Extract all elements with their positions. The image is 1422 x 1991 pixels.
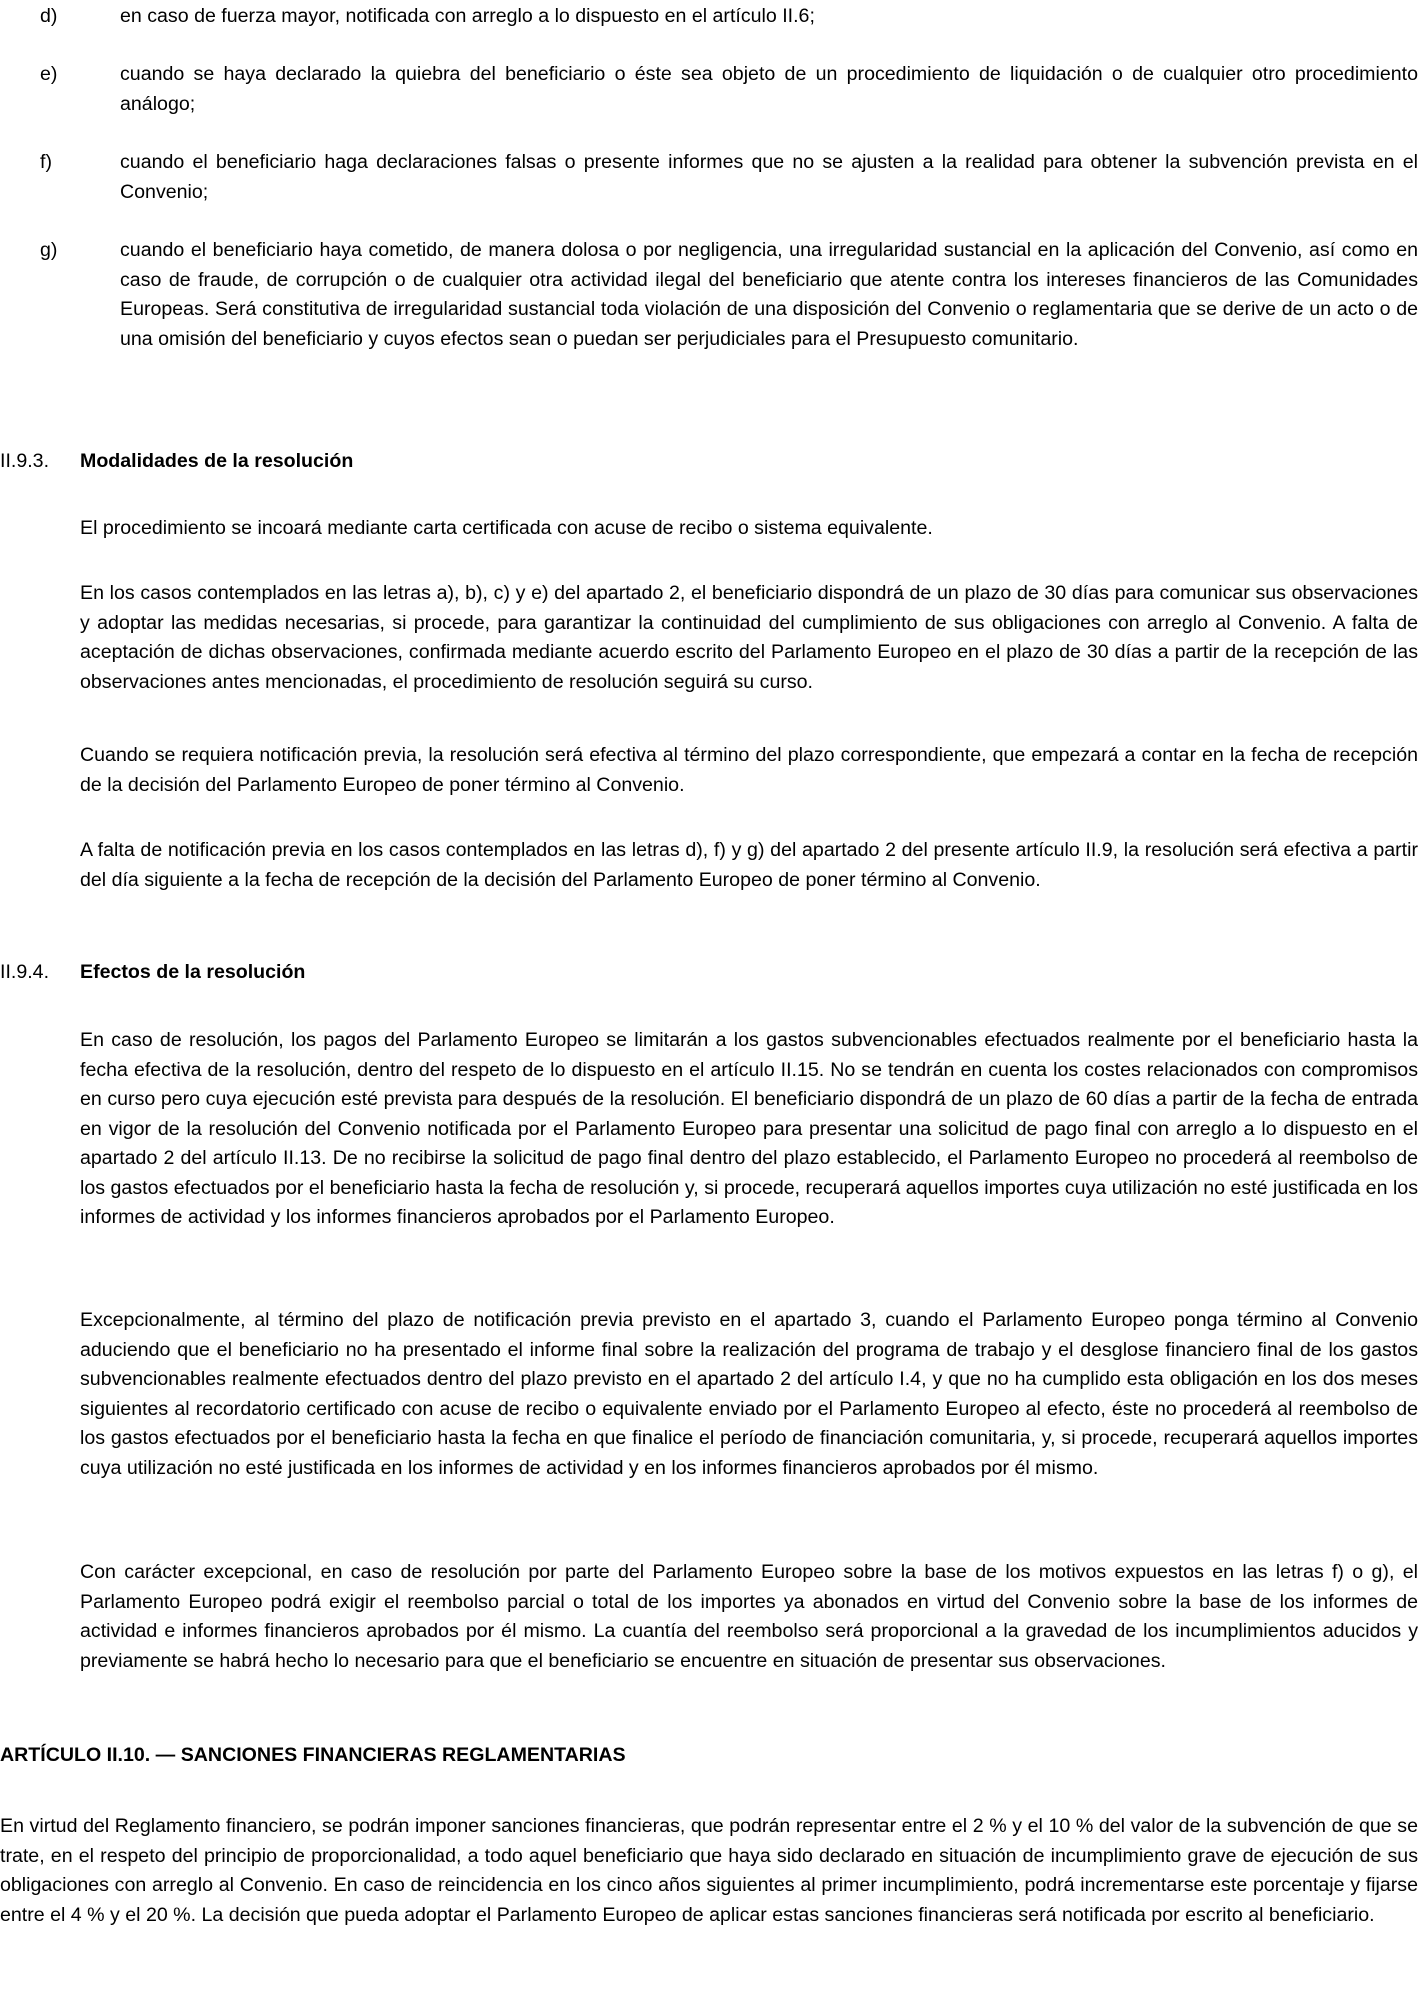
paragraph: En los casos contemplados en las letras a), b), c) y e) del apartado 2, el beneficiario dispondrá de un plazo de 30 días para comunicar sus observaciones y adoptar las medidas necesarias, si procede, para garantizar la continuidad del cumplimiento de sus obligaciones con arreglo al Convenio. A falta de aceptación de dichas observaciones, confirmada mediante acuerdo escrito del Parlamento Europeo en el plazo de 30 días a partir de la recepción de las observaciones antes mencionadas, el procedimiento de resolución seguirá su curso. [80,582,1418,693]
list-item-label: e) [40,63,58,85]
list-item-d [40,2,1418,32]
list-item-g [40,236,1418,354]
list-item-label: d) [40,5,58,27]
article-heading: ARTÍCULO II.10. — SANCIONES FINANCIERAS REGLAMENTARIAS [0,1744,626,1766]
paragraph: A falta de notificación previa en los casos contemplados en las letras d), f) y g) del apartado 2 del presente artículo II.9, la resolución será efectiva a partir del día siguiente a la fecha de recepción de la decisión del Parlamento Europeo de poner término al Convenio. [80,839,1418,891]
list-item-text: en caso de fuerza mayor, notificada con arreglo a lo dispuesto en el artículo II.6; [120,5,815,27]
paragraph: El procedimiento se incoará mediante carta certificada con acuse de recibo o sistema equivalente. [80,517,933,539]
section-heading-ii-9-4 [0,958,1418,988]
paragraph: En caso de resolución, los pagos del Parlamento Europeo se limitarán a los gastos subvencionables efectuados realmente por el beneficiario hasta la fecha efectiva de la resolución, dentro del respeto de lo dispuesto en el artículo II.15. No se tendrán en cuenta los costes relacionados con compromisos en curso pero cuya ejecución esté prevista para después de la resolución. El beneficiario dispondrá de un plazo de 60 días a partir de la fecha de entrada en vigor de la resolución del Convenio notificada por el Parlamento Europeo para presentar una solicitud de pago final con arreglo a lo dispuesto en el apartado 2 del artículo II.13. De no recibirse la solicitud de pago final dentro del plazo establecido, el Parlamento Europeo no procederá al reembolso de los gastos efectuados por el beneficiario hasta la fecha de resolución y, si procede, recuperará aquellos importes cuya utilización no esté justificada en los informes de actividad y los informes financieros aprobados por el Parlamento Europeo. [80,1029,1418,1228]
section-heading-ii-9-3 [0,447,1418,477]
list-item-e [40,60,1418,119]
paragraph: Cuando se requiera notificación previa, la resolución será efectiva al término del plazo correspondiente, que empezará a contar en la fecha de recepción de la decisión del Parlamento Europeo de poner término al Convenio. [80,744,1418,796]
paragraph: Excepcionalmente, al término del plazo de notificación previa previsto en el apartado 3, cuando el Parlamento Europeo ponga término al Convenio aduciendo que el beneficiario no ha presentado el informe final sobre la realización del programa de trabajo y el desglose financiero final de los gastos subvencionables realmente efectuados dentro del plazo previsto en el apartado 2 del artículo I.4, y que no ha cumplido esta obligación en los dos meses siguientes al recordatorio certificado con acuse de recibo o equivalente enviado por el Parlamento Europeo al efecto, éste no procederá al reembolso de los gastos efectuados por el beneficiario hasta la fecha en que finalice el período de financiación comunitaria, y, si procede, recuperará aquellos importes cuya utilización no esté justificada en los informes de actividad y en los informes financieros aprobados por él mismo. [80,1309,1418,1479]
paragraph: En virtud del Reglamento financiero, se podrán imponer sanciones financieras, que podrán representar entre el 2 % y el 10 % del valor de la subvención de que se trate, en el respeto del principio de proporcionalidad, a todo aquel beneficiario que haya sido declarado en situación de incumplimiento grave de ejecución de sus obligaciones con arreglo al Convenio. En caso de reincidencia en los cinco años siguientes al primer incumplimiento, podrá incrementarse este porcentaje y fijarse entre el 4 % y el 20 %. La decisión que pueda adoptar el Parlamento Europeo de aplicar estas sanciones financieras será notificada por escrito al beneficiario. [0,1815,1418,1926]
list-item-text: cuando el beneficiario haya cometido, de manera dolosa o por negligencia, una irregularidad sustancial en la aplicación del Convenio, así como en caso de fraude, de corrupción o de cualquier otra actividad ilegal del beneficiario que atente contra los intereses financieros de las Comunidades Europeas. Será constitutiva de irregularidad sustancial toda violación de una disposición del Convenio o reglamentaria que se derive de un acto o de una omisión del beneficiario y cuyos efectos sean o puedan ser perjudiciales para el Presupuesto comunitario. [120,239,1418,350]
list-item-text: cuando se haya declarado la quiebra del beneficiario o éste sea objeto de un procedimiento de liquidación o de cualquier otro procedimiento análogo; [120,63,1418,115]
list-item-text: cuando el beneficiario haga declaraciones falsas o presente informes que no se ajusten a la realidad para obtener la subvención prevista en el Convenio; [120,151,1418,203]
section-number: II.9.4. [0,961,50,983]
list-item-f [40,148,1418,207]
list-item-label: f) [40,151,52,173]
section-number: II.9.3. [0,450,50,472]
list-item-label: g) [40,239,58,261]
paragraph: Con carácter excepcional, en caso de resolución por parte del Parlamento Europeo sobre la base de los motivos expuestos en las letras f) o g), el Parlamento Europeo podrá exigir el reembolso parcial o total de los importes ya abonados en virtud del Convenio sobre la base de los informes de actividad e informes financieros aprobados por él mismo. La cuantía del reembolso será proporcional a la gravedad de los incumplimientos aducidos y previamente se habrá hecho lo necesario para que el beneficiario se encuentre en situación de presentar sus observaciones. [80,1561,1418,1672]
section-title: Modalidades de la resolución [80,450,354,472]
section-title: Efectos de la resolución [80,961,306,983]
